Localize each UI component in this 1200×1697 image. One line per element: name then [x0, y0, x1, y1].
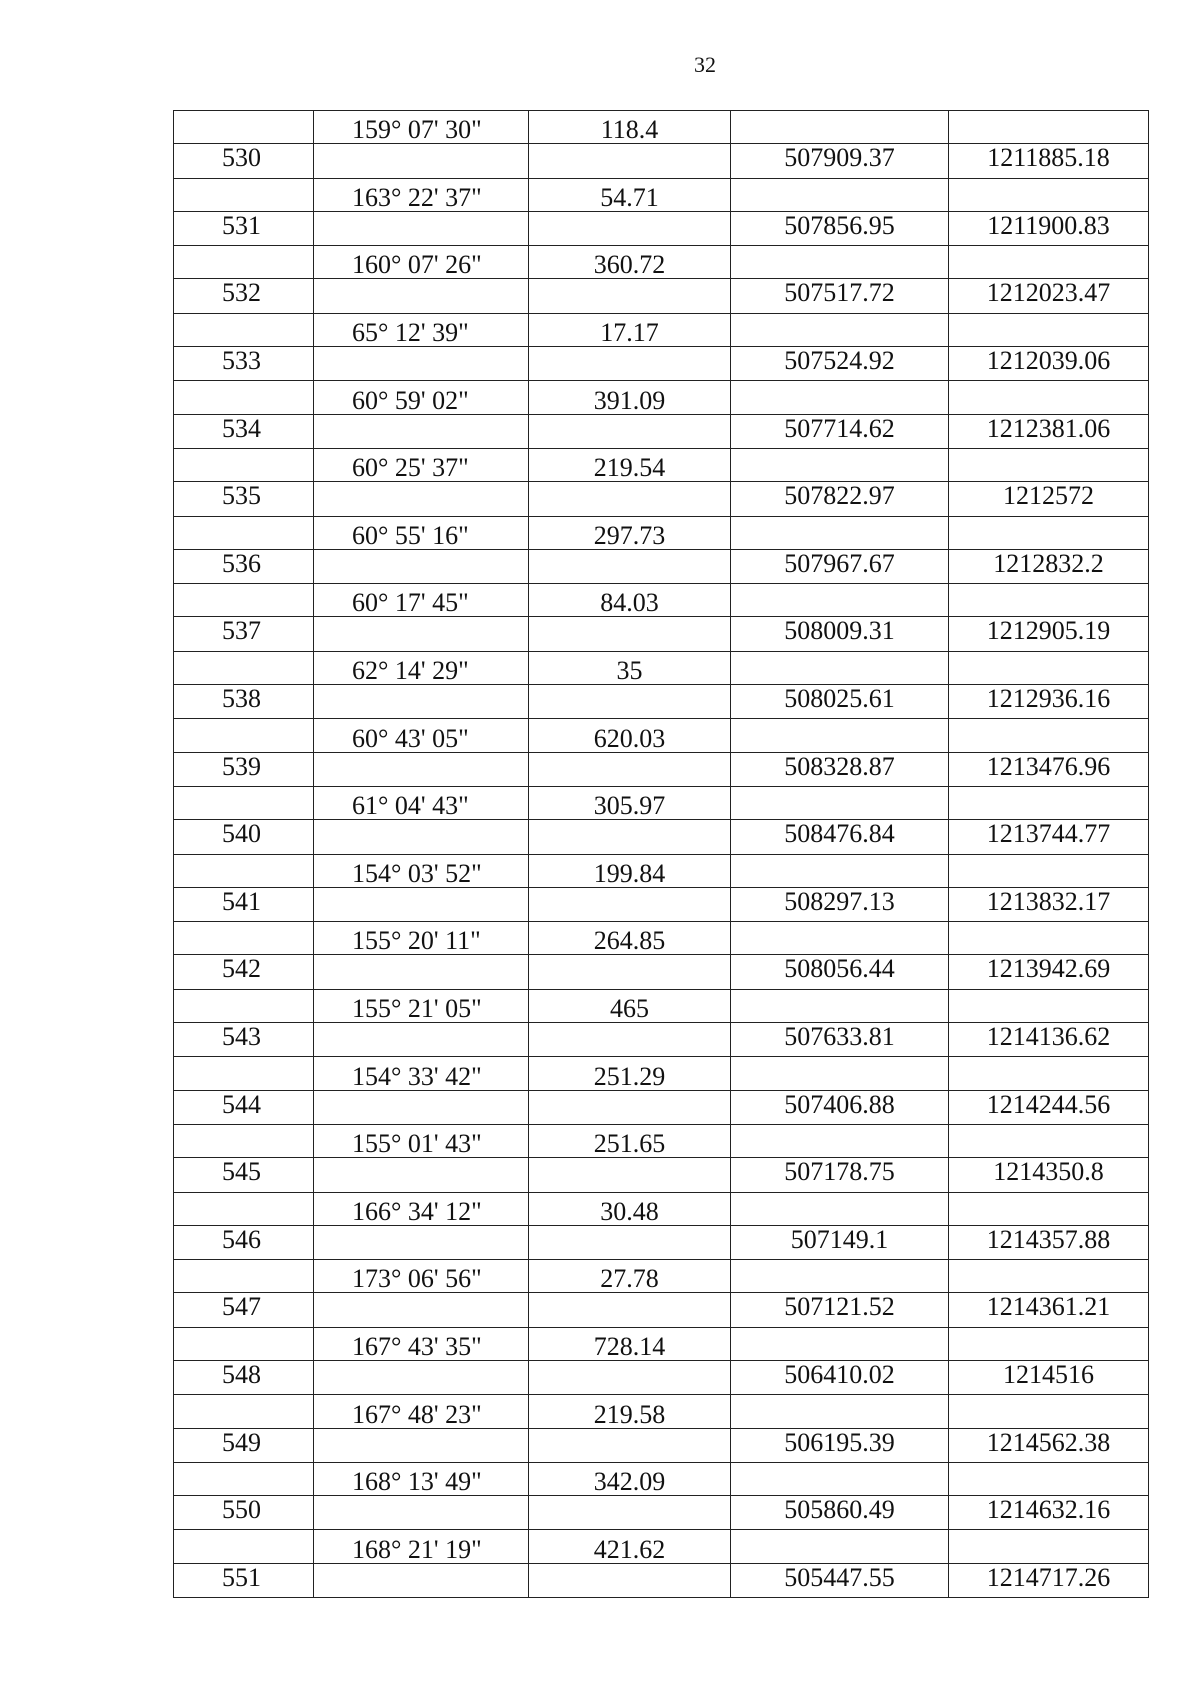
- point-row: [174, 820, 1149, 854]
- empty-cell: [314, 1496, 529, 1530]
- point-id-cell: 535: [174, 482, 314, 516]
- empty-cell: [174, 1124, 314, 1157]
- distance-cell: 35: [529, 651, 731, 684]
- empty-cell: [314, 211, 529, 245]
- empty-cell: [174, 1057, 314, 1090]
- empty-cell: [174, 584, 314, 617]
- y-coordinate-cell: 1213744.77: [949, 820, 1149, 854]
- empty-cell: [731, 1192, 949, 1225]
- empty-cell: [949, 381, 1149, 414]
- bearing-cell: 166° 34' 12": [314, 1192, 529, 1225]
- empty-cell: [949, 922, 1149, 955]
- empty-cell: [529, 820, 731, 854]
- y-coordinate-cell: 1214632.16: [949, 1496, 1149, 1530]
- empty-cell: [314, 685, 529, 719]
- empty-cell: [174, 111, 314, 144]
- point-row: [174, 752, 1149, 786]
- empty-cell: [174, 854, 314, 887]
- empty-cell: [731, 516, 949, 549]
- empty-cell: [731, 854, 949, 887]
- empty-cell: [529, 1023, 731, 1057]
- x-coordinate-cell: 508328.87: [731, 752, 949, 786]
- bearing-cell: 62° 14' 29": [314, 651, 529, 684]
- point-id-cell: 541: [174, 887, 314, 921]
- empty-cell: [174, 516, 314, 549]
- distance-cell: 84.03: [529, 584, 731, 617]
- x-coordinate-cell: 507633.81: [731, 1023, 949, 1057]
- point-row: [174, 549, 1149, 583]
- y-coordinate-cell: 1214562.38: [949, 1428, 1149, 1462]
- empty-cell: [731, 719, 949, 752]
- y-coordinate-cell: 1214717.26: [949, 1563, 1149, 1597]
- x-coordinate-cell: 506195.39: [731, 1428, 949, 1462]
- distance-cell: 219.54: [529, 448, 731, 481]
- distance-cell: 421.62: [529, 1530, 731, 1563]
- coordinate-table-body: [174, 111, 1149, 1598]
- empty-cell: [174, 651, 314, 684]
- empty-cell: [731, 1327, 949, 1360]
- point-row: [174, 1563, 1149, 1597]
- x-coordinate-cell: 507524.92: [731, 347, 949, 381]
- x-coordinate-cell: 507967.67: [731, 549, 949, 583]
- empty-cell: [949, 989, 1149, 1022]
- point-id-cell: 533: [174, 347, 314, 381]
- segment-row: [174, 1530, 1149, 1563]
- empty-cell: [529, 1563, 731, 1597]
- y-coordinate-cell: 1213832.17: [949, 887, 1149, 921]
- empty-cell: [949, 178, 1149, 211]
- point-row: [174, 1090, 1149, 1124]
- y-coordinate-cell: 1212381.06: [949, 414, 1149, 448]
- empty-cell: [529, 482, 731, 516]
- bearing-cell: 60° 55' 16": [314, 516, 529, 549]
- distance-cell: 360.72: [529, 246, 731, 279]
- empty-cell: [529, 1158, 731, 1192]
- empty-cell: [949, 1462, 1149, 1495]
- point-id-cell: 544: [174, 1090, 314, 1124]
- y-coordinate-cell: 1211885.18: [949, 144, 1149, 178]
- empty-cell: [949, 516, 1149, 549]
- empty-cell: [731, 989, 949, 1022]
- y-coordinate-cell: 1212936.16: [949, 685, 1149, 719]
- empty-cell: [529, 1090, 731, 1124]
- x-coordinate-cell: 507714.62: [731, 414, 949, 448]
- empty-cell: [529, 549, 731, 583]
- point-row: [174, 279, 1149, 313]
- bearing-cell: 155° 01' 43": [314, 1124, 529, 1157]
- bearing-cell: 168° 13' 49": [314, 1462, 529, 1495]
- y-coordinate-cell: 1213476.96: [949, 752, 1149, 786]
- empty-cell: [314, 144, 529, 178]
- distance-cell: 54.71: [529, 178, 731, 211]
- empty-cell: [314, 482, 529, 516]
- empty-cell: [314, 1225, 529, 1259]
- distance-cell: 297.73: [529, 516, 731, 549]
- empty-cell: [949, 1124, 1149, 1157]
- bearing-cell: 60° 17' 45": [314, 584, 529, 617]
- point-row: [174, 144, 1149, 178]
- x-coordinate-cell: 507909.37: [731, 144, 949, 178]
- empty-cell: [731, 178, 949, 211]
- empty-cell: [314, 1563, 529, 1597]
- segment-row: [174, 922, 1149, 955]
- point-row: [174, 1360, 1149, 1394]
- empty-cell: [529, 144, 731, 178]
- empty-cell: [731, 313, 949, 346]
- empty-cell: [731, 1260, 949, 1293]
- segment-row: [174, 448, 1149, 481]
- empty-cell: [314, 549, 529, 583]
- y-coordinate-cell: 1214136.62: [949, 1023, 1149, 1057]
- coordinate-table: [173, 110, 1149, 1598]
- x-coordinate-cell: 508009.31: [731, 617, 949, 651]
- empty-cell: [174, 178, 314, 211]
- point-row: [174, 685, 1149, 719]
- empty-cell: [314, 347, 529, 381]
- segment-row: [174, 178, 1149, 211]
- point-id-cell: 538: [174, 685, 314, 719]
- empty-cell: [174, 989, 314, 1022]
- empty-cell: [949, 584, 1149, 617]
- x-coordinate-cell: 508476.84: [731, 820, 949, 854]
- point-id-cell: 550: [174, 1496, 314, 1530]
- empty-cell: [731, 1530, 949, 1563]
- segment-row: [174, 1260, 1149, 1293]
- y-coordinate-cell: 1213942.69: [949, 955, 1149, 989]
- empty-cell: [529, 1225, 731, 1259]
- empty-cell: [529, 1360, 731, 1394]
- empty-cell: [949, 246, 1149, 279]
- empty-cell: [949, 1192, 1149, 1225]
- empty-cell: [174, 719, 314, 752]
- empty-cell: [314, 1428, 529, 1462]
- empty-cell: [529, 414, 731, 448]
- empty-cell: [731, 1462, 949, 1495]
- empty-cell: [174, 1530, 314, 1563]
- empty-cell: [949, 1260, 1149, 1293]
- segment-row: [174, 854, 1149, 887]
- empty-cell: [529, 887, 731, 921]
- point-row: [174, 211, 1149, 245]
- point-id-cell: 540: [174, 820, 314, 854]
- distance-cell: 620.03: [529, 719, 731, 752]
- distance-cell: 728.14: [529, 1327, 731, 1360]
- empty-cell: [731, 246, 949, 279]
- empty-cell: [314, 887, 529, 921]
- segment-row: [174, 989, 1149, 1022]
- empty-cell: [949, 651, 1149, 684]
- empty-cell: [731, 922, 949, 955]
- bearing-cell: 154° 33' 42": [314, 1057, 529, 1090]
- empty-cell: [174, 313, 314, 346]
- segment-row: [174, 1057, 1149, 1090]
- x-coordinate-cell: 505860.49: [731, 1496, 949, 1530]
- y-coordinate-cell: 1211900.83: [949, 211, 1149, 245]
- empty-cell: [314, 955, 529, 989]
- y-coordinate-cell: 1214357.88: [949, 1225, 1149, 1259]
- bearing-cell: 65° 12' 39": [314, 313, 529, 346]
- point-id-cell: 548: [174, 1360, 314, 1394]
- bearing-cell: 168° 21' 19": [314, 1530, 529, 1563]
- point-row: [174, 347, 1149, 381]
- empty-cell: [731, 381, 949, 414]
- x-coordinate-cell: 507178.75: [731, 1158, 949, 1192]
- segment-row: [174, 313, 1149, 346]
- point-id-cell: 551: [174, 1563, 314, 1597]
- empty-cell: [314, 617, 529, 651]
- segment-row: [174, 1395, 1149, 1428]
- empty-cell: [314, 1090, 529, 1124]
- point-id-cell: 530: [174, 144, 314, 178]
- empty-cell: [529, 347, 731, 381]
- empty-cell: [731, 1057, 949, 1090]
- empty-cell: [949, 854, 1149, 887]
- point-id-cell: 532: [174, 279, 314, 313]
- x-coordinate-cell: 507121.52: [731, 1293, 949, 1327]
- point-row: [174, 617, 1149, 651]
- distance-cell: 342.09: [529, 1462, 731, 1495]
- y-coordinate-cell: 1214361.21: [949, 1293, 1149, 1327]
- distance-cell: 219.58: [529, 1395, 731, 1428]
- bearing-cell: 159° 07' 30": [314, 111, 529, 144]
- empty-cell: [314, 820, 529, 854]
- empty-cell: [314, 752, 529, 786]
- empty-cell: [529, 1293, 731, 1327]
- point-row: [174, 887, 1149, 921]
- point-row: [174, 955, 1149, 989]
- x-coordinate-cell: 507822.97: [731, 482, 949, 516]
- empty-cell: [949, 719, 1149, 752]
- distance-cell: 264.85: [529, 922, 731, 955]
- segment-row: [174, 1192, 1149, 1225]
- bearing-cell: 163° 22' 37": [314, 178, 529, 211]
- x-coordinate-cell: 508025.61: [731, 685, 949, 719]
- x-coordinate-cell: 505447.55: [731, 1563, 949, 1597]
- empty-cell: [174, 786, 314, 819]
- empty-cell: [949, 1395, 1149, 1428]
- point-row: [174, 1428, 1149, 1462]
- bearing-cell: 155° 21' 05": [314, 989, 529, 1022]
- empty-cell: [949, 1530, 1149, 1563]
- empty-cell: [314, 1360, 529, 1394]
- point-id-cell: 534: [174, 414, 314, 448]
- bearing-cell: 61° 04' 43": [314, 786, 529, 819]
- point-id-cell: 549: [174, 1428, 314, 1462]
- segment-row: [174, 246, 1149, 279]
- empty-cell: [314, 1158, 529, 1192]
- empty-cell: [174, 1260, 314, 1293]
- bearing-cell: 160° 07' 26": [314, 246, 529, 279]
- bearing-cell: 60° 43' 05": [314, 719, 529, 752]
- y-coordinate-cell: 1214244.56: [949, 1090, 1149, 1124]
- bearing-cell: 173° 06' 56": [314, 1260, 529, 1293]
- empty-cell: [731, 1395, 949, 1428]
- bearing-cell: 60° 25' 37": [314, 448, 529, 481]
- empty-cell: [174, 922, 314, 955]
- empty-cell: [529, 279, 731, 313]
- empty-cell: [174, 1462, 314, 1495]
- segment-row: [174, 719, 1149, 752]
- bearing-cell: 167° 43' 35": [314, 1327, 529, 1360]
- segment-row: [174, 381, 1149, 414]
- empty-cell: [174, 1395, 314, 1428]
- distance-cell: 391.09: [529, 381, 731, 414]
- segment-row: [174, 1124, 1149, 1157]
- point-row: [174, 1158, 1149, 1192]
- empty-cell: [529, 617, 731, 651]
- empty-cell: [314, 1023, 529, 1057]
- distance-cell: 27.78: [529, 1260, 731, 1293]
- distance-cell: 251.65: [529, 1124, 731, 1157]
- segment-row: [174, 1327, 1149, 1360]
- point-row: [174, 482, 1149, 516]
- y-coordinate-cell: 1212039.06: [949, 347, 1149, 381]
- x-coordinate-cell: 506410.02: [731, 1360, 949, 1394]
- point-row: [174, 1023, 1149, 1057]
- empty-cell: [529, 955, 731, 989]
- empty-cell: [314, 1293, 529, 1327]
- empty-cell: [949, 313, 1149, 346]
- x-coordinate-cell: 507856.95: [731, 211, 949, 245]
- empty-cell: [731, 584, 949, 617]
- point-id-cell: 542: [174, 955, 314, 989]
- bearing-cell: 167° 48' 23": [314, 1395, 529, 1428]
- point-id-cell: 543: [174, 1023, 314, 1057]
- point-row: [174, 1496, 1149, 1530]
- point-row: [174, 414, 1149, 448]
- point-row: [174, 1225, 1149, 1259]
- segment-row: [174, 111, 1149, 144]
- distance-cell: 118.4: [529, 111, 731, 144]
- distance-cell: 30.48: [529, 1192, 731, 1225]
- distance-cell: 199.84: [529, 854, 731, 887]
- empty-cell: [529, 211, 731, 245]
- distance-cell: 465: [529, 989, 731, 1022]
- point-id-cell: 546: [174, 1225, 314, 1259]
- bearing-cell: 154° 03' 52": [314, 854, 529, 887]
- point-id-cell: 547: [174, 1293, 314, 1327]
- empty-cell: [731, 448, 949, 481]
- segment-row: [174, 584, 1149, 617]
- y-coordinate-cell: 1214350.8: [949, 1158, 1149, 1192]
- point-id-cell: 536: [174, 549, 314, 583]
- empty-cell: [529, 1428, 731, 1462]
- y-coordinate-cell: 1214516: [949, 1360, 1149, 1394]
- empty-cell: [174, 448, 314, 481]
- empty-cell: [949, 786, 1149, 819]
- y-coordinate-cell: 1212023.47: [949, 279, 1149, 313]
- empty-cell: [174, 1192, 314, 1225]
- empty-cell: [174, 381, 314, 414]
- segment-row: [174, 516, 1149, 549]
- x-coordinate-cell: 508297.13: [731, 887, 949, 921]
- empty-cell: [529, 752, 731, 786]
- empty-cell: [529, 1496, 731, 1530]
- x-coordinate-cell: 508056.44: [731, 955, 949, 989]
- segment-row: [174, 1462, 1149, 1495]
- point-id-cell: 545: [174, 1158, 314, 1192]
- bearing-cell: 155° 20' 11": [314, 922, 529, 955]
- empty-cell: [731, 111, 949, 144]
- segment-row: [174, 786, 1149, 819]
- point-id-cell: 531: [174, 211, 314, 245]
- empty-cell: [731, 1124, 949, 1157]
- empty-cell: [949, 1327, 1149, 1360]
- empty-cell: [949, 1057, 1149, 1090]
- x-coordinate-cell: 507149.1: [731, 1225, 949, 1259]
- distance-cell: 17.17: [529, 313, 731, 346]
- x-coordinate-cell: 507406.88: [731, 1090, 949, 1124]
- page-number: 32: [694, 52, 716, 77]
- x-coordinate-cell: 507517.72: [731, 279, 949, 313]
- distance-cell: 305.97: [529, 786, 731, 819]
- empty-cell: [314, 414, 529, 448]
- empty-cell: [174, 1327, 314, 1360]
- empty-cell: [174, 246, 314, 279]
- y-coordinate-cell: 1212832.2: [949, 549, 1149, 583]
- distance-cell: 251.29: [529, 1057, 731, 1090]
- empty-cell: [731, 651, 949, 684]
- point-id-cell: 539: [174, 752, 314, 786]
- y-coordinate-cell: 1212572: [949, 482, 1149, 516]
- empty-cell: [529, 685, 731, 719]
- empty-cell: [731, 786, 949, 819]
- point-id-cell: 537: [174, 617, 314, 651]
- empty-cell: [949, 448, 1149, 481]
- segment-row: [174, 651, 1149, 684]
- empty-cell: [949, 111, 1149, 144]
- bearing-cell: 60° 59' 02": [314, 381, 529, 414]
- empty-cell: [314, 279, 529, 313]
- y-coordinate-cell: 1212905.19: [949, 617, 1149, 651]
- point-row: [174, 1293, 1149, 1327]
